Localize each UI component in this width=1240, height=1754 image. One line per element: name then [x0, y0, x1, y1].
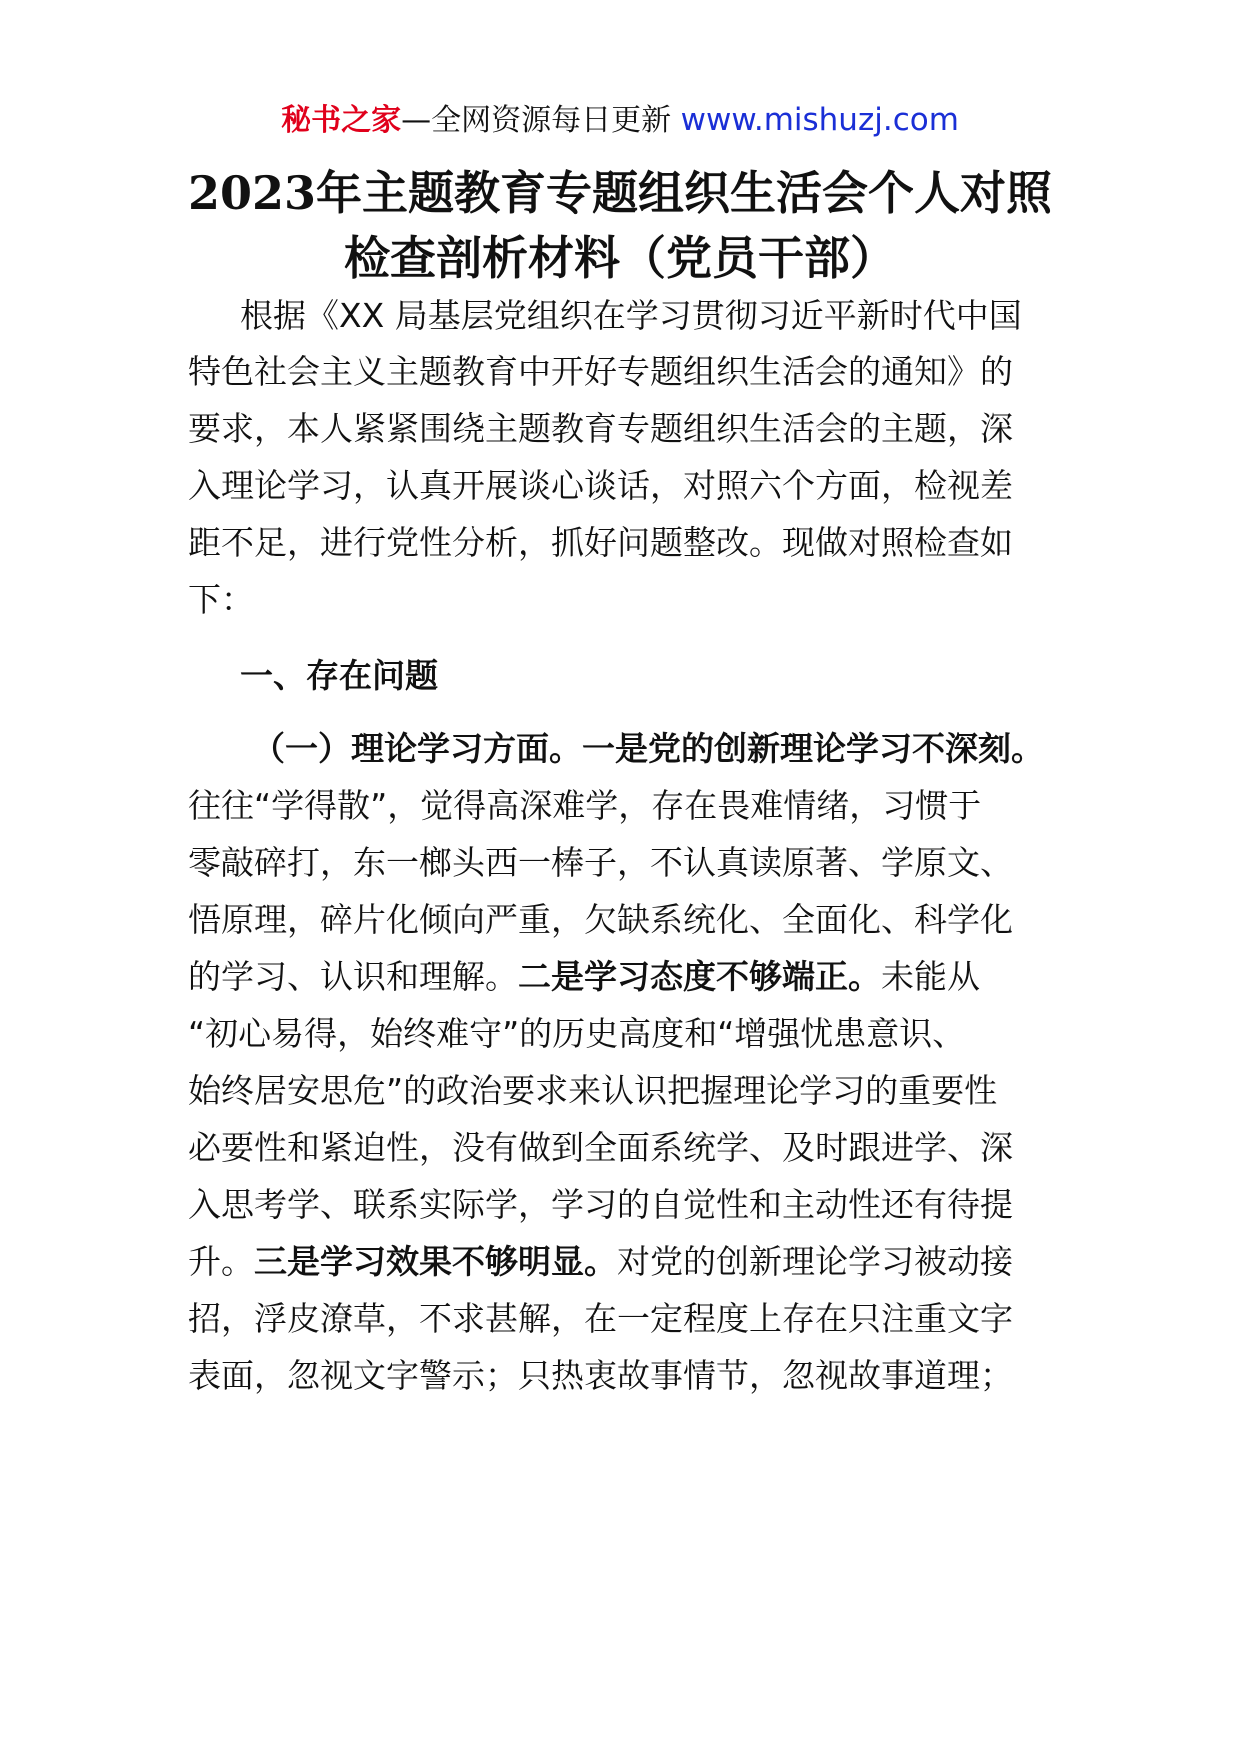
body-text: 未能从 [881, 957, 980, 996]
emphasis-point-two: 二是学习态度不够端正。 [518, 957, 881, 996]
site-brand: 秘书之家 [281, 103, 402, 138]
body-line: 零敲碎打，东一榔头西一棒子，不认真读原著、学原文、 [188, 843, 1013, 882]
body-line: 入思考学、联系实际学，学习的自觉性和主动性还有待提 [188, 1185, 1013, 1224]
document-title-line-2: 检查剖析材料（党员干部） [344, 231, 896, 285]
intro-line: 特色社会主义主题教育中开好专题组织生活会的通知》的 [188, 352, 1013, 391]
site-tagline: —全网资源每日更新 [401, 103, 681, 138]
intro-line: 根据《XX 局基层党组织在学习贯彻习近平新时代中国 [240, 296, 1022, 335]
intro-line: 距不足，进行党性分析，抓好问题整改。现做对照检查如 [188, 523, 1013, 562]
title-year: 2023 [187, 166, 317, 220]
body-line: 往往“学得散”，觉得高深难学，存在畏难情绪，习惯于 [188, 786, 982, 825]
body-line: 始终居安思危”的政治要求来认识把握理论学习的重要性 [188, 1071, 998, 1110]
emphasis-point-three: 三是学习效果不够明显。 [254, 1242, 617, 1281]
site-url-link[interactable]: www.mishuzj.com [680, 102, 959, 138]
body-line: “初心易得，始终难守”的历史高度和“增强忧患意识、 [188, 1014, 966, 1053]
intro-line: 下： [188, 580, 254, 619]
body-text: 的学习、认识和理解。 [188, 957, 518, 996]
intro-line: 入理论学习，认真开展谈心谈话，对照六个方面，检视差 [188, 466, 1013, 505]
body-line: 招，浮皮潦草，不求甚解，在一定程度上存在只注重文字 [188, 1299, 1013, 1338]
body-line [188, 953, 1048, 1001]
body-line: 必要性和紧迫性，没有做到全面系统学、及时跟进学、深 [188, 1128, 1013, 1167]
document-title-line-1 [150, 160, 1090, 226]
body-line: 悟原理，碎片化倾向严重，欠缺系统化、全面化、科学化 [188, 900, 1013, 939]
section-heading: 一、存在问题 [240, 656, 438, 695]
intro-line: 要求，本人紧紧围绕主题教育专题组织生活会的主题，深 [188, 409, 1013, 448]
body-line [188, 1238, 1048, 1286]
site-header [0, 98, 1240, 143]
body-text: 对党的创新理论学习被动接 [617, 1242, 1013, 1281]
body-line: 表面，忽视文字警示；只热衷故事情节，忽视故事道理； [188, 1356, 1013, 1395]
body-text: 升。 [188, 1242, 254, 1281]
subsection-heading: （一）理论学习方面。一是党的创新理论学习不深刻。 [252, 729, 1044, 768]
title-line-1-text: 年主题教育专题组织生活会个人对照 [316, 166, 1053, 220]
